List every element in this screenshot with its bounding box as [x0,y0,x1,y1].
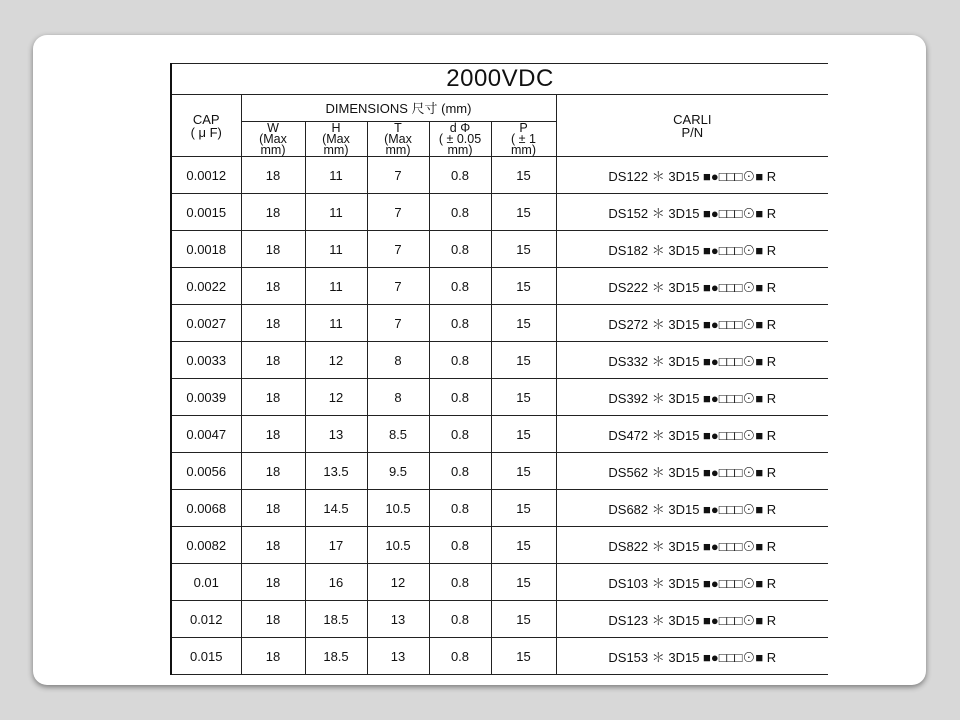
h-cell: 11 [305,268,367,305]
table-row [171,564,828,601]
pn-cell: DS472 ＊ 3D15 ■●□□□⊙■ R [556,416,828,453]
w-cell: 18 [241,231,305,268]
table-row [171,379,828,416]
cap-cell: 0.01 [171,564,241,601]
w-cell: 18 [241,564,305,601]
pn-cell: DS122 ＊ 3D15 ■●□□□⊙■ R [556,157,828,194]
slide-card [33,35,926,685]
w-cell: 18 [241,379,305,416]
pn-cell: DS182 ＊ 3D15 ■●□□□⊙■ R [556,231,828,268]
p-cell: 15 [491,527,556,564]
h-cell: 17 [305,527,367,564]
d-cell: 0.8 [429,231,491,268]
d-cell: 0.8 [429,490,491,527]
table-row [171,416,828,453]
cap-cell: 0.012 [171,601,241,638]
h-cell: 13.5 [305,453,367,490]
t-cell: 7 [367,305,429,342]
pn-cell: DS822 ＊ 3D15 ■●□□□⊙■ R [556,527,828,564]
pn-cell: DS272 ＊ 3D15 ■●□□□⊙■ R [556,305,828,342]
table-title: 2000VDC [171,64,828,95]
w-cell: 18 [241,268,305,305]
p-cell: 15 [491,231,556,268]
d-cell: 0.8 [429,453,491,490]
d-header: d Φ ( ± 0.05 mm) [429,122,491,157]
cap-header-label: CAP [192,111,220,127]
w-cell: 18 [241,194,305,231]
t-cell: 10.5 [367,527,429,564]
table-row [171,638,828,675]
pn-cell: DS103 ＊ 3D15 ■●□□□⊙■ R [556,564,828,601]
h-cell: 13 [305,416,367,453]
w-cell: 18 [241,157,305,194]
table-row [171,527,828,564]
h-cell: 18.5 [305,601,367,638]
table-row [171,231,828,268]
p-cell: 15 [491,379,556,416]
pn-cell: DS123 ＊ 3D15 ■●□□□⊙■ R [556,601,828,638]
p-cell: 15 [491,638,556,675]
p-cell: 15 [491,564,556,601]
cap-cell: 0.015 [171,638,241,675]
t-header: T (Max mm) [367,122,429,157]
cap-cell: 0.0082 [171,527,241,564]
d-cell: 0.8 [429,601,491,638]
p-cell: 15 [491,268,556,305]
d-cell: 0.8 [429,416,491,453]
pn-cell: DS152 ＊ 3D15 ■●□□□⊙■ R [556,194,828,231]
cap-cell: 0.0068 [171,490,241,527]
t-cell: 8 [367,379,429,416]
h-cell: 14.5 [305,490,367,527]
p-cell: 15 [491,342,556,379]
cap-cell: 0.0015 [171,194,241,231]
cap-cell: 0.0027 [171,305,241,342]
t-cell: 7 [367,268,429,305]
table-body [171,157,828,675]
table-row [171,305,828,342]
cap-cell: 0.0039 [171,379,241,416]
table-row [171,601,828,638]
d-cell: 0.8 [429,379,491,416]
w-cell: 18 [241,453,305,490]
d-cell: 0.8 [429,564,491,601]
d-cell: 0.8 [429,194,491,231]
h-cell: 16 [305,564,367,601]
t-cell: 9.5 [367,453,429,490]
carli-pn-header [556,95,828,157]
cap-cell: 0.0018 [171,231,241,268]
d-cell: 0.8 [429,268,491,305]
h-header: H (Max mm) [305,122,367,157]
cap-cell: 0.0022 [171,268,241,305]
w-cell: 18 [241,601,305,638]
cap-cell: 0.0012 [171,157,241,194]
d-cell: 0.8 [429,305,491,342]
t-cell: 7 [367,231,429,268]
w-cell: 18 [241,305,305,342]
h-cell: 11 [305,157,367,194]
w-cell: 18 [241,527,305,564]
table-row [171,342,828,379]
d-cell: 0.8 [429,157,491,194]
d-cell: 0.8 [429,638,491,675]
spec-sheet [170,63,828,685]
d-cell: 0.8 [429,342,491,379]
pn-cell: DS222 ＊ 3D15 ■●□□□⊙■ R [556,268,828,305]
w-cell: 18 [241,490,305,527]
t-cell: 12 [367,564,429,601]
p-cell: 15 [491,601,556,638]
dimensions-header: DIMENSIONS 尺寸 (mm) [241,95,556,122]
p-cell: 15 [491,416,556,453]
table-row [171,453,828,490]
pn-cell: DS562 ＊ 3D15 ■●□□□⊙■ R [556,453,828,490]
t-cell: 10.5 [367,490,429,527]
table-row [171,268,828,305]
p-cell: 15 [491,490,556,527]
t-cell: 13 [367,601,429,638]
h-cell: 12 [305,379,367,416]
w-header: W (Max mm) [241,122,305,157]
t-cell: 8.5 [367,416,429,453]
h-cell: 11 [305,305,367,342]
p-header: P ( ± 1 mm) [491,122,556,157]
w-cell: 18 [241,638,305,675]
t-cell: 13 [367,638,429,675]
p-cell: 15 [491,157,556,194]
cap-header [171,95,241,157]
capacitor-spec-table [170,63,828,675]
p-cell: 15 [491,194,556,231]
pn-cell: DS392 ＊ 3D15 ■●□□□⊙■ R [556,379,828,416]
h-cell: 11 [305,194,367,231]
table-row [171,157,828,194]
pn-header-label: P/N [681,124,704,140]
h-cell: 18.5 [305,638,367,675]
carli-header-label: CARLI [673,111,712,127]
p-cell: 15 [491,453,556,490]
cap-cell: 0.0033 [171,342,241,379]
cap-header-unit: ( μ F) [190,124,222,140]
table-row [171,490,828,527]
pn-cell: DS153 ＊ 3D15 ■●□□□⊙■ R [556,638,828,675]
pn-cell: DS682 ＊ 3D15 ■●□□□⊙■ R [556,490,828,527]
w-cell: 18 [241,342,305,379]
t-cell: 7 [367,194,429,231]
t-cell: 7 [367,157,429,194]
w-cell: 18 [241,416,305,453]
t-cell: 8 [367,342,429,379]
cap-cell: 0.0047 [171,416,241,453]
pn-cell: DS332 ＊ 3D15 ■●□□□⊙■ R [556,342,828,379]
cap-cell: 0.0056 [171,453,241,490]
h-cell: 11 [305,231,367,268]
table-row [171,194,828,231]
d-cell: 0.8 [429,527,491,564]
p-cell: 15 [491,305,556,342]
h-cell: 12 [305,342,367,379]
